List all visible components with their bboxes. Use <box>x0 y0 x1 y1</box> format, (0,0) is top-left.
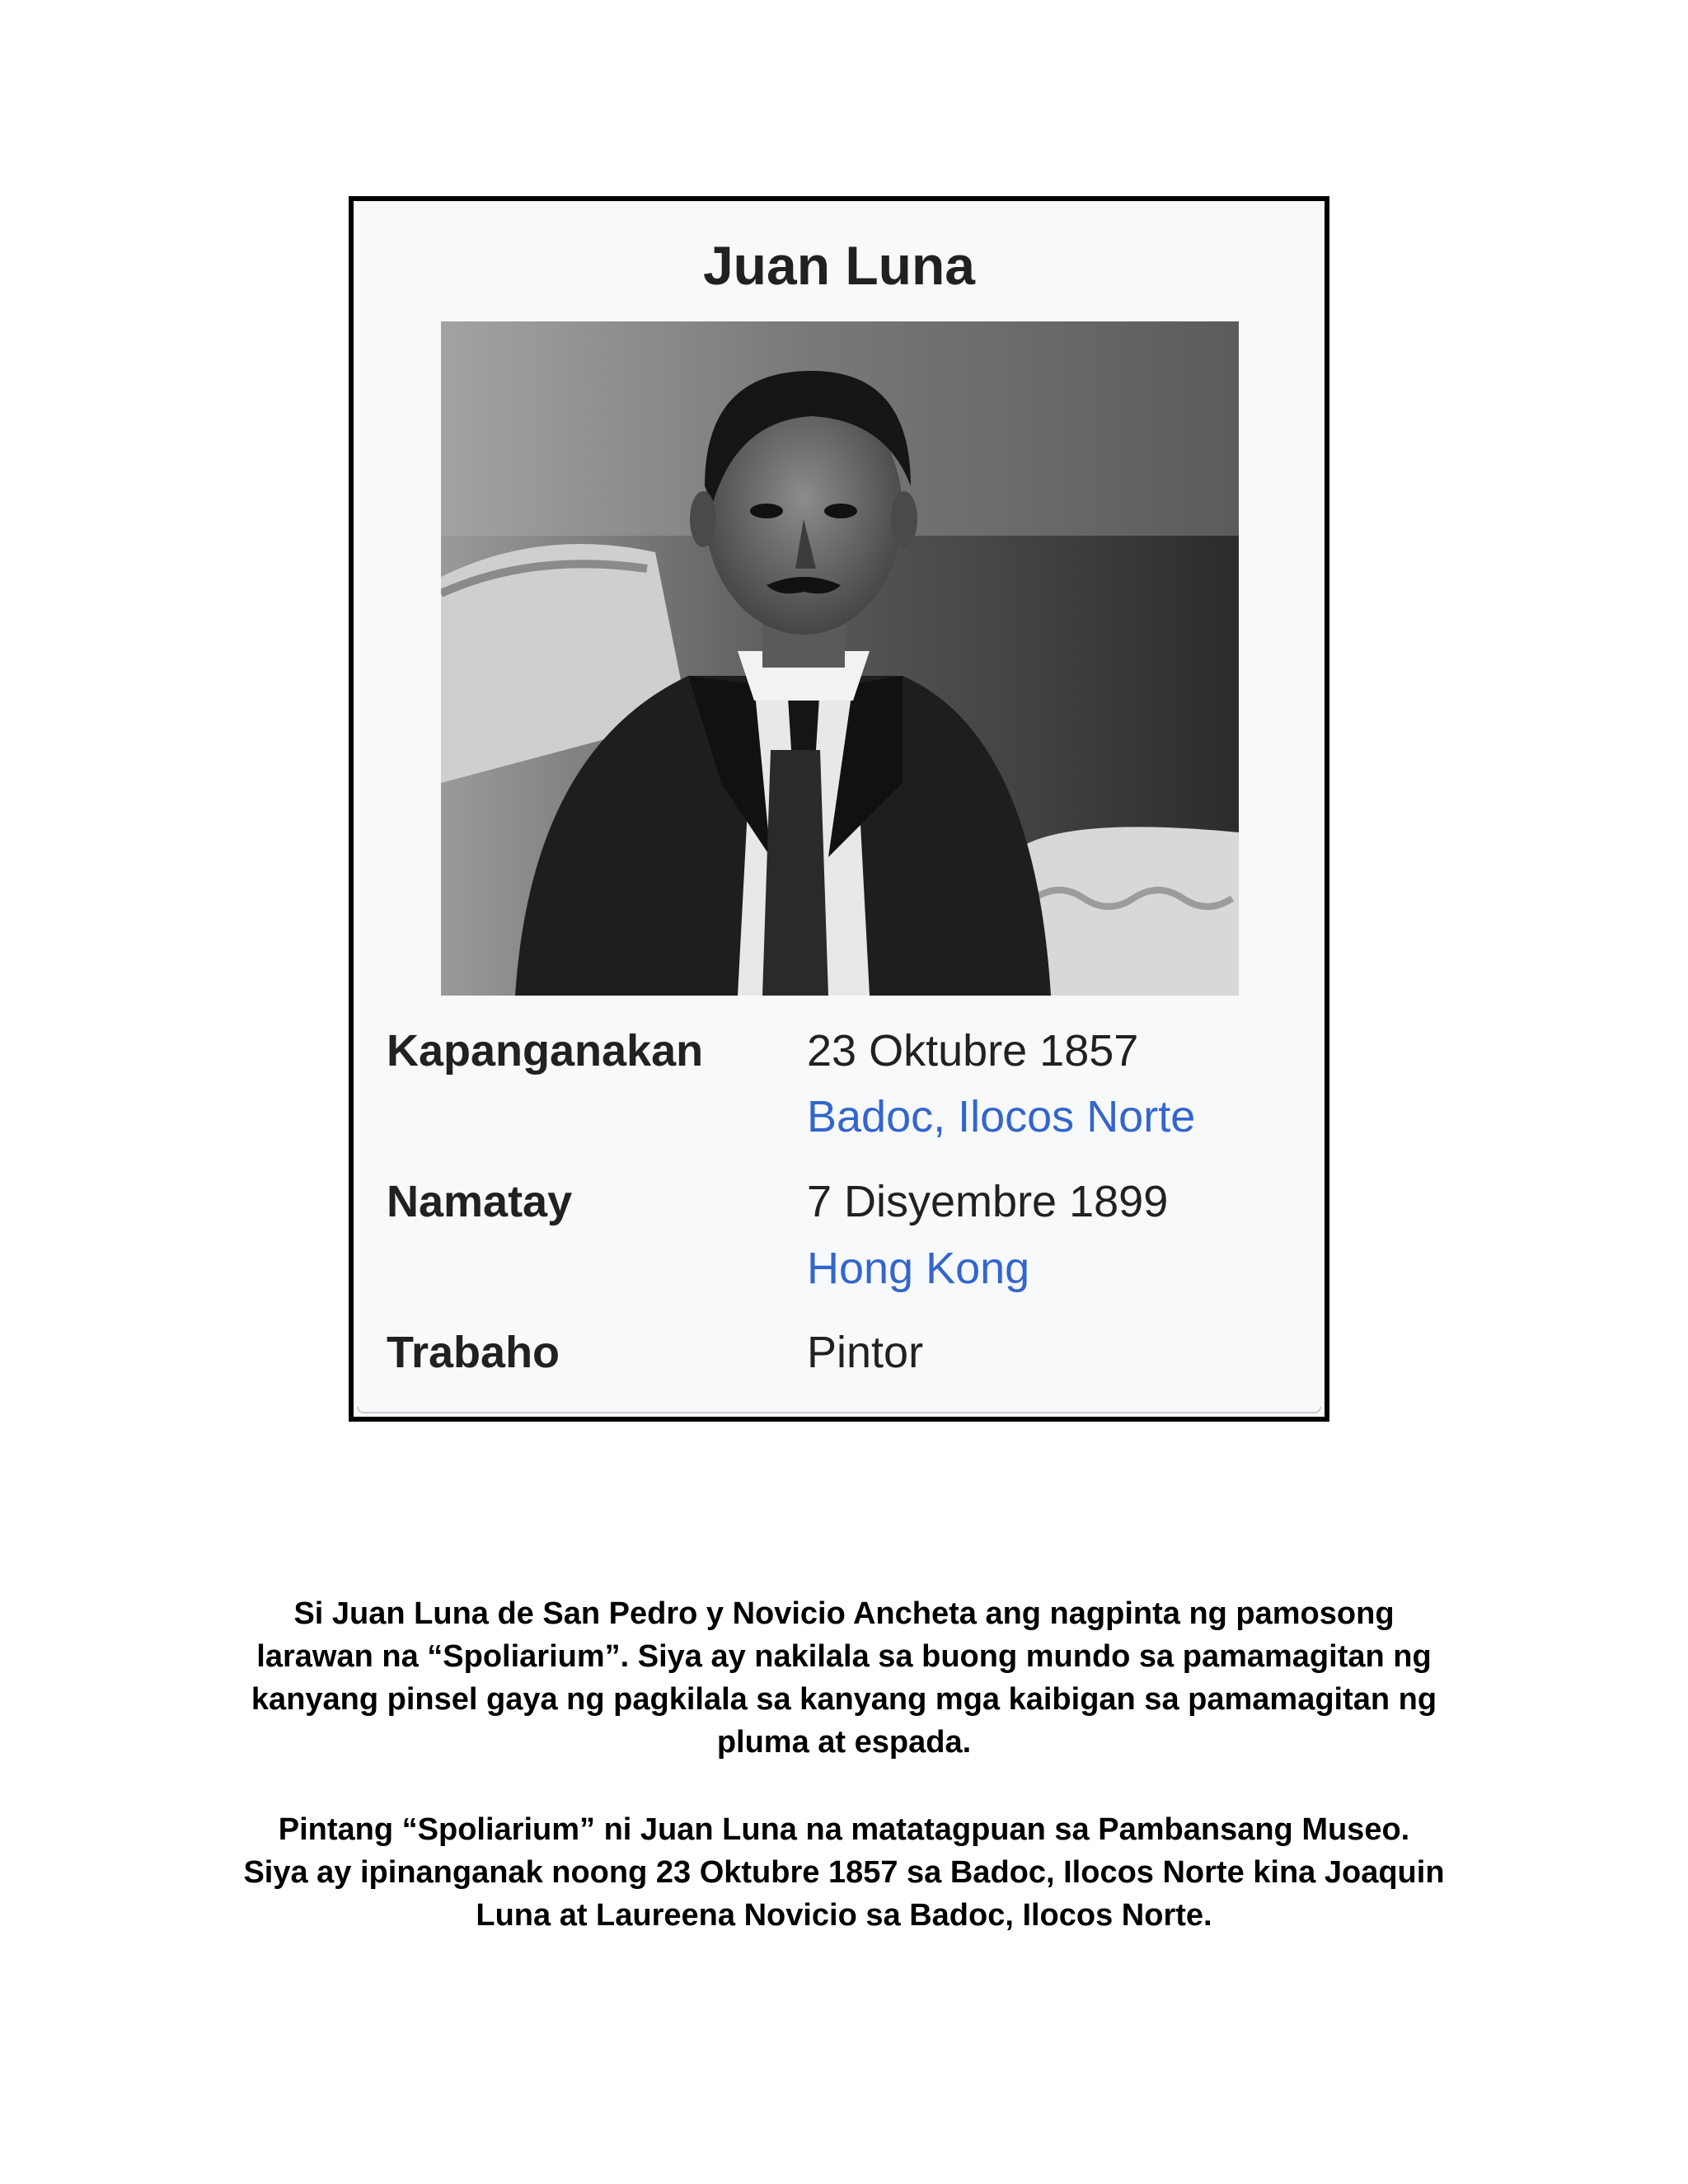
paragraph-1-line-4: pluma at espada. <box>716 1725 972 1760</box>
paragraph-1-line-2: larawan na “Spoliarium”. Siya ay nakilala sa buong mundo sa pamamagitan ng <box>256 1639 1432 1674</box>
infobox-value-birth-date: 23 Oktubre 1857 <box>807 1026 1139 1076</box>
infobox <box>349 196 1329 1422</box>
portrait-image <box>441 321 1239 996</box>
paragraph-2-line-2: Siya ay ipinanganak noong 23 Oktubre 1857 sa Badoc, Ilocos Norte kina Joaquin <box>243 1855 1445 1890</box>
infobox-bottom-edge <box>357 1407 1321 1413</box>
paragraph-2-line-3: Luna at Laureena Novicio sa Badoc, Ilocos Norte. <box>476 1898 1212 1933</box>
infobox-label-birth: Kapanganakan <box>387 1026 704 1076</box>
portrait-photo-icon <box>441 321 1239 996</box>
paragraph-2-line-1: Pintang “Spoliarium” ni Juan Luna na matatagpuan sa Pambansang Museo. <box>278 1812 1410 1847</box>
paragraph-1-line-3: kanyang pinsel gaya ng pagkilala sa kanyang mga kaibigan sa pamamagitan ng <box>251 1682 1437 1717</box>
infobox-label-occupation: Trabaho <box>387 1328 560 1377</box>
infobox-link-birth-place[interactable]: Badoc, Ilocos Norte <box>807 1092 1196 1141</box>
infobox-label-death: Namatay <box>387 1177 573 1226</box>
infobox-value-death-date: 7 Disyembre 1899 <box>807 1177 1169 1226</box>
infobox-value-occupation: Pintor <box>807 1328 924 1377</box>
infobox-link-death-place[interactable]: Hong Kong <box>807 1244 1030 1293</box>
body-paragraph-2 <box>185 1808 1503 1937</box>
body-paragraph-1 <box>185 1592 1503 1764</box>
paragraph-1-line-1: Si Juan Luna de San Pedro y Novicio Ancheta ang nagpinta ng pamosong <box>293 1596 1395 1631</box>
infobox-title: Juan Luna <box>702 235 976 296</box>
